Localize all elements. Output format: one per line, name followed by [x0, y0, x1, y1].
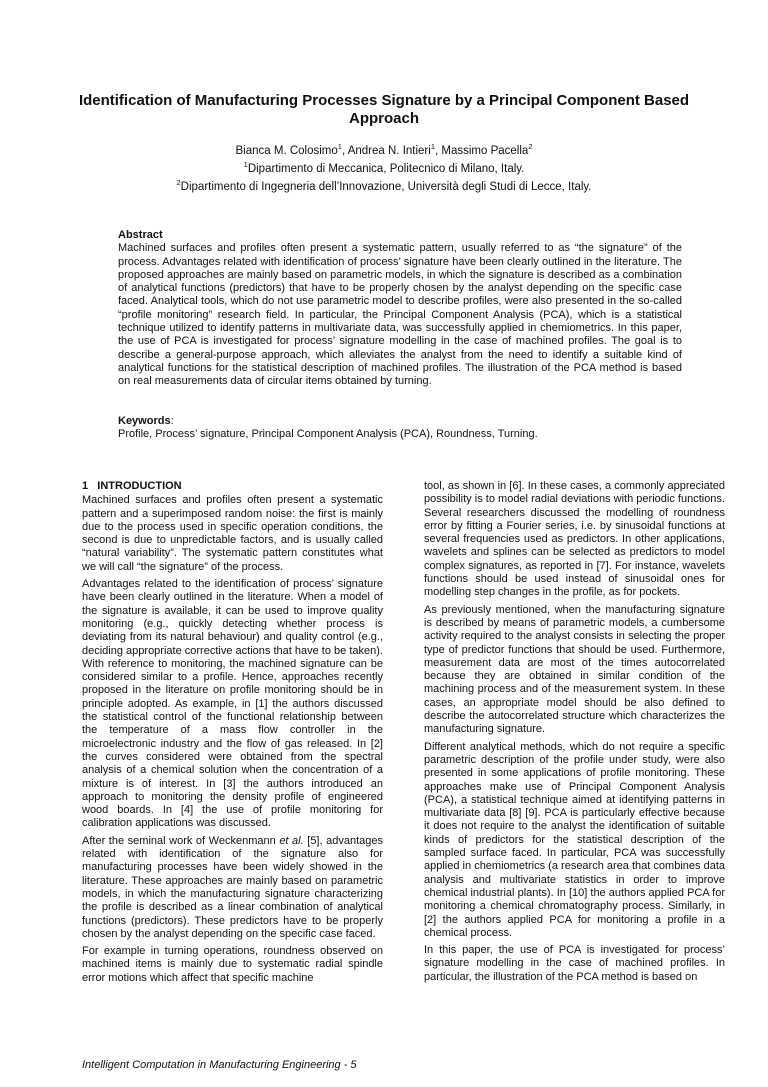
paragraph: As previously mentioned, when the manufacturing signature is described by means of parametric models, a cumbersome activity required to the analyst consists in selecting the proper type of predictor functions that should be used. Furthermore, measurement data are most of the times autocorrelated because they are obtained in similar condition of the machining process and of the measurement system. In these cases, an appropriate model should be also defined to describe the autocorrelated structure which characterizes the manufacturing signature. [424, 603, 725, 736]
author-list: Bianca M. Colosimo$^1$, Andrea N. Intieri$^1$, Massimo Pacella$^2$ [235, 142, 533, 157]
abstract [118, 229, 682, 389]
affiliation: $^1$Dipartimento di Meccanica, Politecnico di Milano, Italy. [243, 160, 525, 175]
paragraph: tool, as shown in [6]. In these cases, a commonly appreciated possibility is to model radial deviations with periodic functions. Several researchers discussed the modelling of roundness error by fitting a Fourier series, i.e. by sinusoidal functions at several frequencies used as predictors. In other applications, wavelets and splines can be selected as predictors to model complex signatures, as reported in [7]. For instance, wavelets functions should be used instead of sinusoidal ones for modelling step changes in the profile, as for pockets. [424, 480, 725, 599]
author-name: Massimo Pacella [441, 145, 529, 157]
abstract-heading: Abstract [118, 229, 163, 241]
keywords: Keywords: Profile, Process’ signature, Principal Component Analysis (PCA), Roundness, Turning. [118, 415, 682, 442]
affiliation: $^2$Dipartimento di Ingegneria dell’Innovazione, Università degli Studi di Lecce, Italy. [176, 178, 592, 193]
paper-title: Identification of Manufacturing Processes Signature by a Principal Component Based Approach [78, 92, 690, 127]
paragraph: For example in turning operations, roundness observed on machined items is mainly due to systematic radial spindle error motions which affect that specific machine [82, 945, 383, 984]
author-sup: 1 [337, 142, 342, 151]
keywords-heading: Keywords [118, 415, 171, 427]
right-column [424, 480, 725, 988]
paragraph: Different analytical methods, which do not require a specific parametric description of the profile under study, were also presented in some applications of profile monitoring. These approaches make use of Principal Component Analysis (PCA), a statistical technique aimed at identifying patterns in multivariate data [8] [9]. PCA is particularly effective because it does not require to the analyst the identification of suitable kinds of predictors for the statistical description of the sampled surface faced. In particular, PCA was successfully applied in chemiometrics (a research area that combines data analysis and multivariate statistics in order to improve chemical industrial plants). In [10] the authors applied PCA for monitoring a chemical chromatography process. Similarly, in [2] the authors applied PCA for monitoring a profile in a chemical process. [424, 740, 725, 939]
abstract-text: Machined surfaces and profiles often present a systematic pattern, usually referred to as “the signature” of the process. Advantages related with identification of process’ signature have been clearly outlined in the literature. The proposed approaches are mainly based on parametric models, in which the signature is described as a combination of analytical functions (predictors) that have to be properly chosen by the analyst depending on the specific case faced. Analytical tools, which do not use parametric model to describe profiles, were also presented in the so-called “profile monitoring” research field. In particular, the Principal Component Analysis (PCA), which is a statistical technique utilized to identify patterns in multivariate data, was successfully applied in chemiometrics. In this paper, the use of PCA is investigated for process’ signature modelling in the case of machined profiles. The goal is to describe a general-purpose approach, which alleviates the analyst from the need to identify a suitable kind of analytical functions for the statistical description of machined profiles. The illustration of the PCA method is based on real measurements data of circular items obtained by turning. [118, 242, 682, 388]
left-column [82, 480, 383, 989]
section-heading: 1 INTRODUCTION [82, 480, 182, 492]
page-footer: Intelligent Computation in Manufacturing Engineering - 5 [82, 1059, 357, 1071]
paragraph: Advantages related to the identification of process’ signature have been clearly outlined in the literature. When a model of the signature is available, it can be used to improve quality monitoring (e.g., quickly detecting whether process is deviating from its natural behaviour) and quality control (e.g., deciding appropriate corrective actions that have to be taken). With reference to monitoring, the machined signature can be considered similar to a profile. Hence, approaches recently proposed in the literature on profile monitoring should be in principle adopted. As example, in [1] the authors discussed the statistical control of the functional relationship between the temperature of a mass flow controller in the microelectronic industry and the flow of gas released. In [2] the curves considered were obtained from the spectral analysis of a chemical solution when the concentration of a mixture is of interest. In [3] the authors introduced an approach to monitoring the density profile of engineered wood boards. In [4] the use of profile monitoring for calibration applications was discussed. [82, 578, 383, 830]
author-sup: 2 [528, 142, 533, 151]
paragraph: Machined surfaces and profiles often present a systematic pattern and a superimposed random noise: the first is mainly due to the process used in specific operation conditions, the second is due to unpredictable factors, and is usually called “natural variability”. The systematic pattern constitutes what we will call “the signature” of the process. [82, 494, 383, 573]
author-sup: 1 [430, 142, 435, 151]
author-name: Andrea N. Intieri [347, 145, 431, 157]
paragraph: In this paper, the use of PCA is investigated for process’ signature modelling in the case of machined profiles. In particular, the illustration of the PCA method is based on [424, 944, 725, 983]
author-block [60, 143, 708, 197]
keywords-text: Profile, Process’ signature, Principal Component Analysis (PCA), Roundness, Turning. [118, 428, 538, 441]
author-name: Bianca M. Colosimo [235, 145, 338, 157]
paragraph: After the seminal work of Weckenmann et al. [5], advantages related with identification of the signature also for manufacturing processes have been widely showed in the literature. These approaches are mainly based on parametric models, in which the manufacturing signature characterizing the profile is described as a linear combination of analytical functions (predictors). These predictors have to be properly chosen by the analyst depending on the specific case faced. [82, 834, 383, 940]
